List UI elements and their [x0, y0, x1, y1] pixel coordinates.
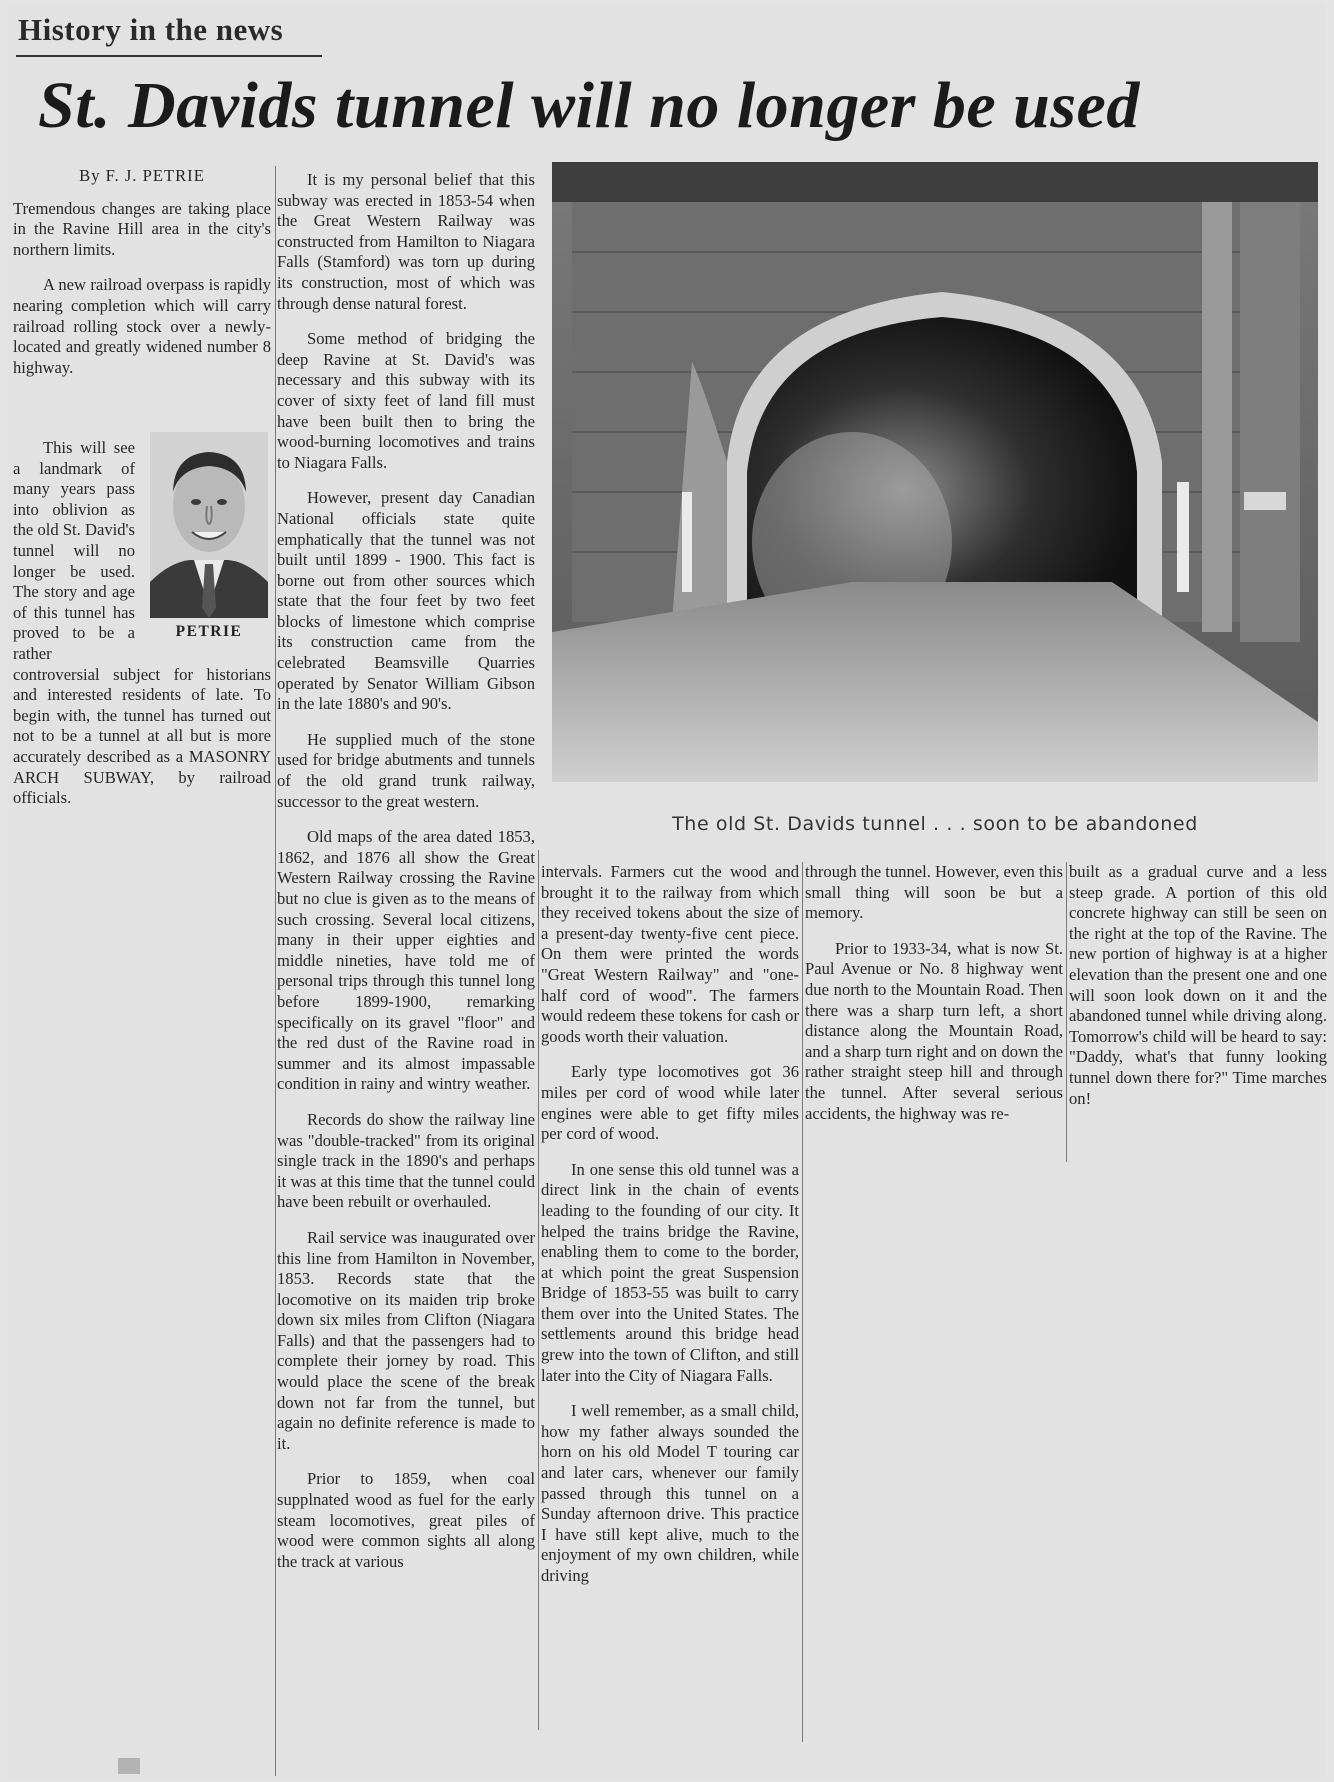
paragraph: Records do show the railway line was "double-tracked" from its original single track in the 1890's and perhaps it was at this time that the tunnel could have been rebuilt or overhauled. — [277, 1109, 535, 1212]
section-kicker: History in the news — [18, 12, 284, 47]
paragraph: built as a gradual curve and a less steep grade. A portion of this old concrete highway can still be seen on the right at the top of the Ravine. The new portion of highway is at a higher elevation than the present one and one will soon look down on it and the abandoned tunnel while driving along. Tomorrow's child will be heard to say: "Daddy, what's that funny looking tunnel down there for?" Time marches on! — [1069, 862, 1327, 1108]
paragraph: Prior to 1859, when coal supplnated wood as fuel for the early steam locomotives, great piles of wood were common sights all along the track at various — [277, 1469, 535, 1571]
article-column-5 — [1069, 862, 1327, 1109]
paragraph: Rail service was inaugurated over this line from Hamilton in November, 1853. Records state that the locomotive on its maiden trip broke down six miles from Clifton (Niagara Falls) and that the passengers had to complete their jorney by road. This would place the scene of the break down not far from the tunnel, but again no definite reference is made to it. — [277, 1227, 535, 1453]
paragraph: Some method of bridging the deep Ravine at St. David's was necessary and this subway with its cover of sixty feet of land fill must have been built then to bring the wood-burning locomotives and trains to Niagara Falls. — [277, 329, 535, 472]
paragraph: I well remember, as a small child, how my father always sounded the horn on his old Model T touring car and later cars, whenever our family passed through this tunnel on a Sunday afternoon drive. This practice I have still kept alive, much to the enjoyment of my own children, while driving — [541, 1401, 799, 1585]
paragraph: He supplied much of the stone used for bridge abutments and tunnels of the old grand trunk railway, successor to the great western. — [277, 729, 535, 811]
column-rule — [1066, 862, 1067, 1162]
column-rule — [538, 850, 539, 1730]
paragraph: However, present day Canadian National officials state quite emphatically that the tunnel was not built until 1899 - 1900. This fact is borne out from other sources which state that the four feet by two feet blocks of limestone which comprise its construction came from the celebrated Beamsville Quarries operated by Senator William Gibson in the late 1880's and 90's. — [277, 488, 535, 714]
portrait-caption: PETRIE — [175, 623, 243, 640]
portrait-photo — [150, 432, 268, 618]
article-column-4 — [805, 862, 1063, 1124]
paragraph: Early type locomotives got 36 miles per cord of wood while later engines were able to get fifty miles per cord of wood. — [541, 1062, 799, 1144]
paragraph: through the tunnel. However, even this small thing will soon be but a memory. — [805, 862, 1063, 923]
paragraph: In one sense this old tunnel was a direct link in the chain of events leading to the founding of our city. It helped the trains bridge the Ravine, enabling them to come to the border, at which point the great Suspension Bridge of 1853-55 was built to carry them over into the United States. The settlements around this bridge head grew into the town of Clifton, and still later into the City of Niagara Falls. — [541, 1159, 799, 1385]
byline: By F. J. PETRIE — [79, 166, 205, 185]
column-rule — [802, 862, 803, 1742]
paragraph-text: This will see a landmark of many years pass into oblivion as the old St. David's tunnel will no longer be used. The story and age of this tunnel has proved to be a rather controversial subject for historians and interested residents of late. To begin with, the tunnel has turned out not to be a tunnel at all but is more accurately described as a MASONRY ARCH SUBWAY, by railroad officials. — [13, 438, 271, 808]
article-column-2 — [277, 170, 535, 1572]
paragraph: Prior to 1933-34, what is now St. Paul Avenue or No. 8 highway went due north to the Mountain Road. Then there was a sharp turn left, a short distance along the Mountain Road, and a sharp turn right and on down the rather straight steep hill and through the tunnel. After several serious accidents, the highway was re- — [805, 938, 1063, 1123]
photo-caption: The old St. Davids tunnel . . . soon to be abandoned — [672, 813, 1198, 835]
paragraph: Tremendous changes are taking place in the Ravine Hill area in the city's northern limits. — [13, 198, 271, 259]
paragraph: It is my personal belief that this subway was erected in 1853-54 when the Great Western Railway was constructed from Hamilton to Niagara Falls (Stamford) was torn up during its construction, most of which was through dense natural forest. — [277, 170, 535, 313]
article-column-3 — [541, 862, 799, 1587]
scan-smudge — [118, 1758, 140, 1774]
tunnel-photo — [552, 162, 1318, 782]
paragraph: intervals. Farmers cut the wood and brought it to the railway from which they received tokens about the size of a present-day twenty-five cent piece. On them were printed the words "Great Western Railway" and "one-half cord of wood". The farmers would redeem these tokens for cash or goods worth their valuation. — [541, 862, 799, 1046]
column-rule — [275, 166, 276, 1776]
paragraph: Old maps of the area dated 1853, 1862, and 1876 all show the Great Western Railway crossing the Ravine but no clue is given as to the means of such crossing. Several local citizens, many in their upper eighties and middle nineties, have told me of personal trips through this tunnel long before 1899-1900, remarking specifically on its gravel "floor" and the red dust of the Ravine road in summer and its almost impassable condition in rainy and wintry weather. — [277, 827, 535, 1094]
kicker-underline — [16, 55, 322, 57]
headline: St. Davids tunnel will no longer be used — [38, 69, 1140, 142]
article-column-1 — [13, 166, 271, 378]
paragraph: A new railroad overpass is rapidly nearing completion which will carry railroad rolling stock over a newly-located and greatly widened number 8 highway. — [13, 275, 271, 377]
author-portrait — [150, 432, 268, 643]
